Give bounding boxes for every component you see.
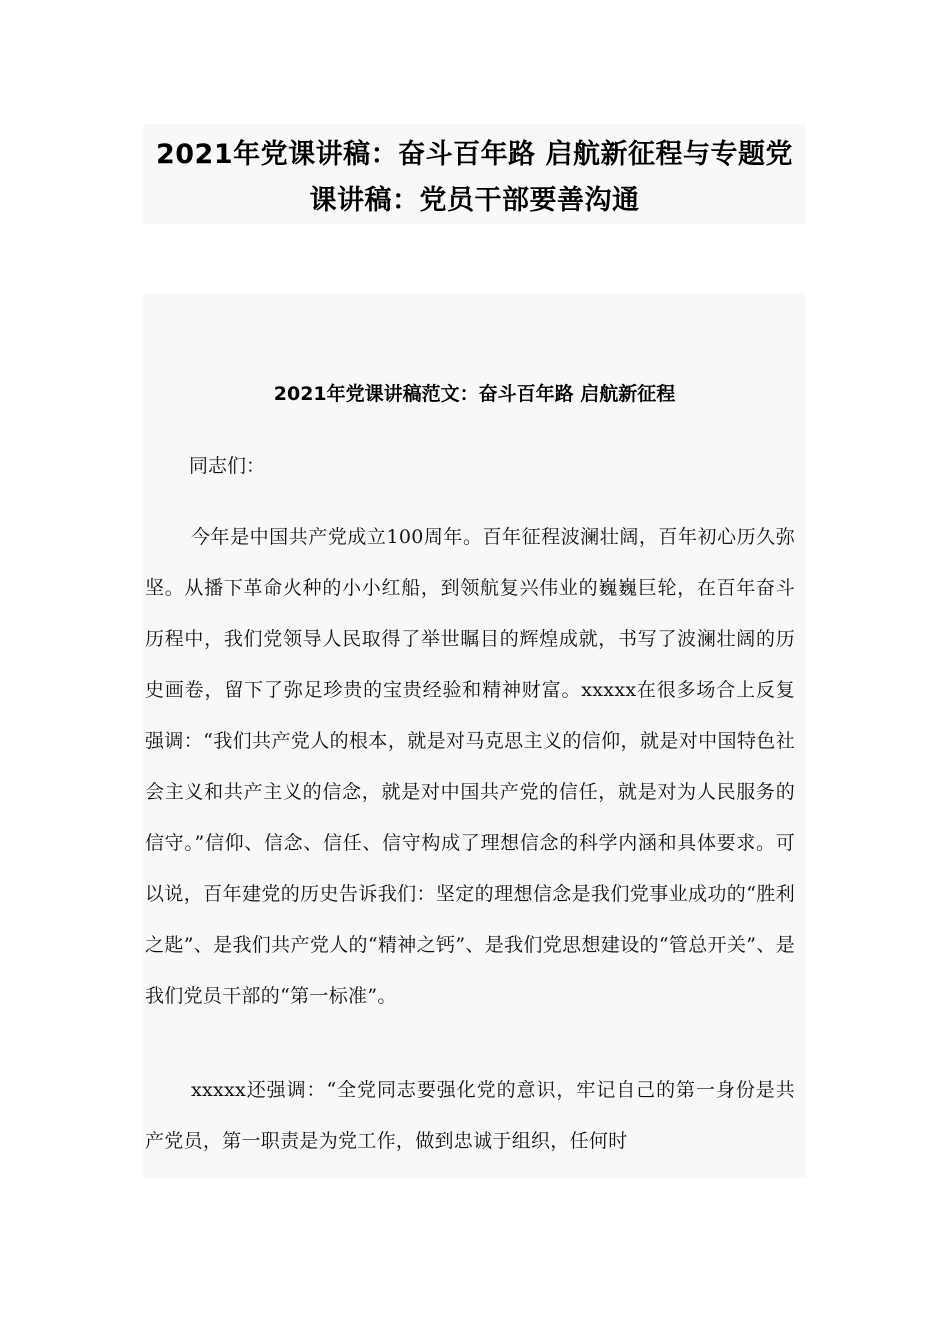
paragraph-1: 今年是中国共产党成立100周年。百年征程波澜壮阔，百年初心历久弥坚。从播下革命火种的小小红船，到领航复兴伟业的巍巍巨轮，在百年奋斗历程中，我们党领导人民取得了举世瞩目的辉煌成就，书写了波澜壮阔的历史画卷，留下了弥足珍贵的宝贵经验和精神财富。xxxxx在很多场合上反复强调：“我们共产党人的根本，就是对马克思主义的信仰，就是对中国特色社会主义和共产主义的信念，就是对中国共产党的信任，就是对为人民服务的信守。”信仰、信念、信任、信守构成了理想信念的科学内涵和具体要求。可以说，百年建党的历史告诉我们：坚定的理想信念是我们党事业成功的“胜利之匙”、是我们共产党人的“精神之钙”、是我们党思想建设的“管总开关”、是我们党员干部的“第一标准”。 [145,526,795,1007]
document-title-block [143,124,806,224]
paragraph-2: xxxxx还强调：“全党同志要强化党的意识，牢记自己的第一身份是共产党员，第一职责是为党工作，做到忠诚于组织，任何时 [145,1079,795,1152]
salutation: 同志们： [189,455,266,477]
section-heading: 2021年党课讲稿范文：奋斗百年路 启航新征程 [273,383,676,405]
document-title: 2021年党课讲稿：奋斗百年路 启航新征程与专题党课讲稿：党员干部要善沟通 [155,139,794,216]
document-body [143,293,806,1178]
